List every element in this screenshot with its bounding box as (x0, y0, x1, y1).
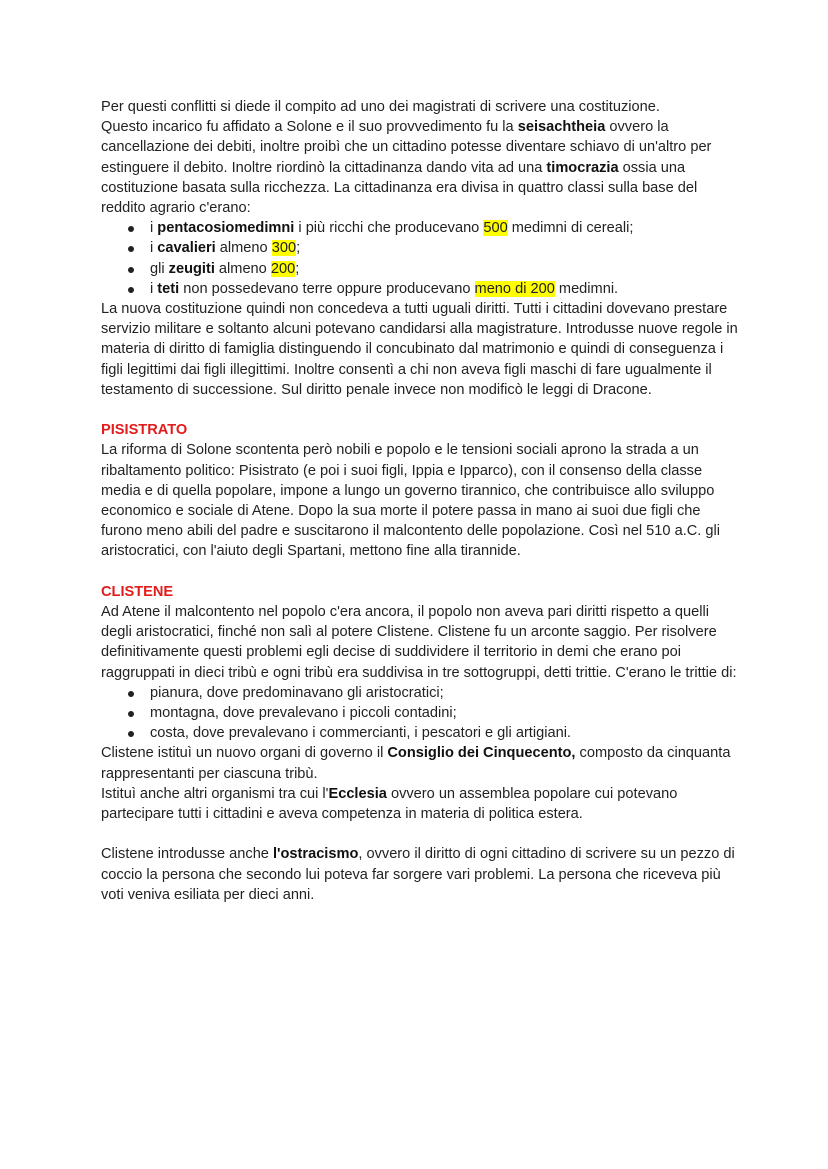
term-timocrazia: timocrazia (546, 159, 619, 176)
solone-constitution-paragraph: La nuova costituzione quindi non concedeva a tutti uguali diritti. Tutti i cittadini dovevano prestare servizio militare e soltanto alcuni potevano candidarsi alla magistrature. Introdusse nuove regole in materia di diritto di famiglia distinguendo il concubinato dal matrimonio e quindi di conseguenza i figli legittimi dai figli illegittimi. Inoltre consentì a chi non aveva figli maschi di fare ugualmente il testamento di successione. Sul diritto penale invece non modificò le leggi di Dracone. (101, 301, 738, 398)
term-seisachtheia: seisachtheia (517, 119, 606, 136)
trittie-list (101, 683, 741, 744)
ostracismo-paragraph: Clistene introdusse anche l'ostracismo, ovvero il diritto di ogni cittadino di scrivere su un pezzo di coccio la persona che secondo lui poteva far sorgere vari problemi. La persona che riceveva più voti veniva esiliata per dieci anni. (101, 846, 735, 903)
section-heading-pisistrato: PISISTRATO (101, 422, 188, 439)
classes-list (101, 218, 741, 299)
highlight: meno di 200 (474, 280, 555, 297)
highlight: 500 (483, 220, 508, 237)
list-item: i pentacosiomedimni i più ricchi che producevano 500 medimni di cereali; (101, 218, 741, 238)
section-heading-clistene: CLISTENE (101, 583, 174, 600)
list-item: montagna, dove prevalevano i piccoli contadini; (101, 703, 741, 723)
list-item: i cavalieri almeno 300; (101, 238, 741, 258)
list-item: pianura, dove predominavano gli aristocratici; (101, 683, 741, 703)
clistene-paragraph: Ad Atene il malcontento nel popolo c'era ancora, il popolo non aveva pari diritti rispetto a quelli degli aristocratici, finché non salì al potere Clistene. Clistene fu un arconte saggio. Per risolvere definitivamente questi problemi egli decise di suddividere il territorio in demi che erano poi raggruppati in dieci tribù e ogni tribù era suddivisa in tre sottogruppi, detti trittie. C'erano le trittie di: (101, 604, 737, 681)
document-body (101, 97, 741, 905)
pisistrato-paragraph: La riforma di Solone scontenta però nobili e popolo e le tensioni sociali aprono la strada a un ribaltamento politico: Pisistrato (e poi i suoi figli, Ippia e Ipparco), con il consenso della classe media e di quella popolare, impone a lungo un governo tirannico, che contribuisce allo sviluppo economico e sociale di Atene. Dopo la sua morte il potere passa in mano ai suoi due figli che furono meno abili del padre e suscitarono il malcontento delle popolazione. Così nel 510 a.C. gli aristocratici, con l'aiuto degli Spartani, mettono fine alla tirannide. (101, 442, 720, 560)
highlight: 300 (271, 240, 297, 257)
list-item: i teti non possedevano terre oppure producevano meno di 200 medimni. (101, 279, 741, 299)
solone-paragraph: Per questi conflitti si diede il compito ad uno dei magistrati di scrivere una costituzione. Questo incarico fu affidato a Solone e il suo provvedimento fu la seisachtheia ovvero la cancellazione dei debiti, inoltre proibì che un cittadino potesse diventare schiavo di un'altro per estinguere il debito. Inoltre riordinò la cittadinanza dando vita ad una timocrazia ossia una costituzione basata sulla ricchezza. La cittadinanza era divisa in quattro classi sulla base del reddito agrario c'erano: (101, 99, 712, 217)
list-item: gli zeugiti almeno 200; (101, 259, 741, 279)
ecclesia-paragraph: Istituì anche altri organismi tra cui l'Ecclesia ovvero un assemblea popolare cui potevano partecipare tutti i cittadini e aveva competenza in materia di politica estera. (101, 785, 678, 823)
consiglio-paragraph: Clistene istituì un nuovo organi di governo il Consiglio dei Cinquecento, composto da cinquanta rappresentanti per ciascuna tribù. (101, 745, 731, 782)
highlight: 200 (270, 260, 296, 277)
list-item: costa, dove prevalevano i commercianti, i pescatori e gli artigiani. (101, 723, 741, 743)
